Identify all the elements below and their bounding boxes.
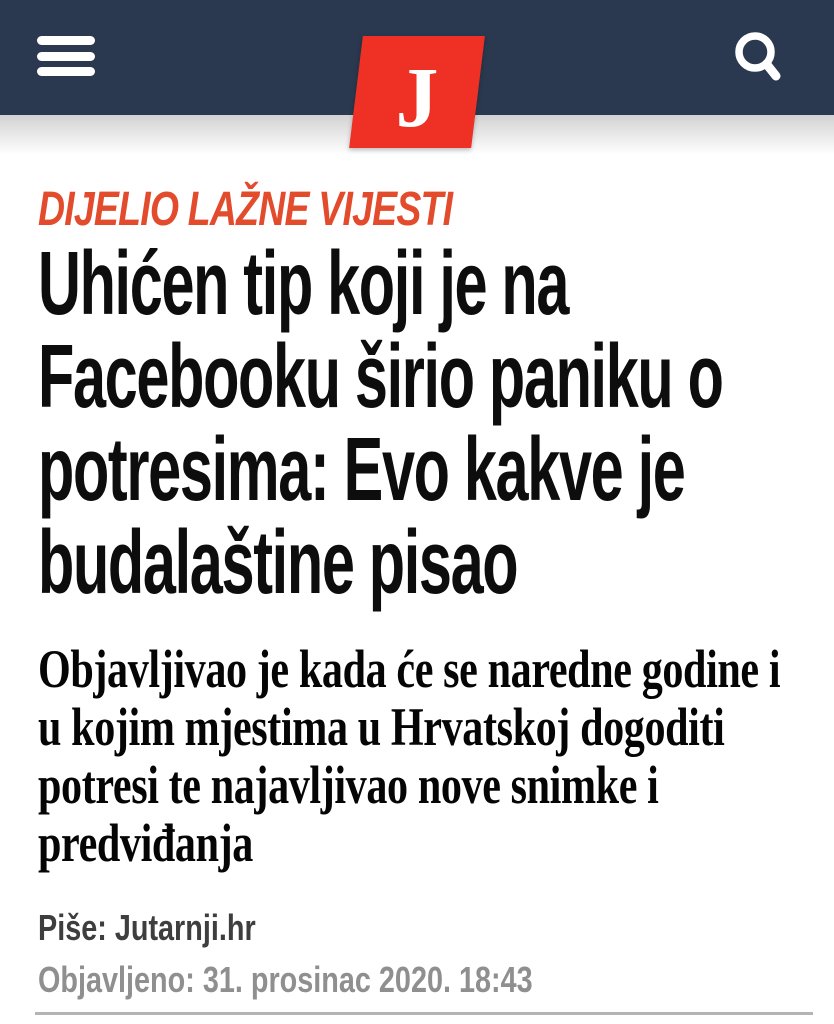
logo-letter: J bbox=[395, 49, 439, 145]
headline-line: potresima: Evo kakve je bbox=[38, 420, 685, 520]
headline-line: budalaštine pisao bbox=[38, 513, 518, 613]
subheadline-line: potresi te najavljivao nove snimke i bbox=[38, 755, 659, 815]
article-kicker[interactable]: DIJELIO LAŽNE VIJESTI bbox=[38, 183, 453, 236]
headline-line: Uhićen tip koji je na bbox=[38, 234, 569, 334]
article-subheadline bbox=[38, 640, 834, 872]
headline-line: Facebooku širio paniku o bbox=[38, 327, 723, 427]
app-header bbox=[0, 0, 834, 145]
hamburger-icon bbox=[37, 52, 95, 61]
divider bbox=[35, 1012, 813, 1015]
hamburger-icon bbox=[37, 36, 95, 45]
subheadline-line: u kojim mjestima u Hrvatskoj dogoditi bbox=[38, 697, 725, 757]
search-button[interactable] bbox=[723, 26, 785, 84]
search-icon bbox=[723, 26, 785, 84]
subheadline-line: Objavljivao je kada će se naredne godine i bbox=[38, 639, 781, 699]
jutarnji-logo[interactable] bbox=[356, 36, 478, 148]
article-byline: Piše: Jutarnji.hr bbox=[38, 907, 256, 948]
article-published-timestamp: Objavljeno: 31. prosinac 2020. 18:43 bbox=[38, 959, 533, 1000]
article-headline bbox=[38, 234, 834, 613]
subheadline-line: predviđanja bbox=[38, 813, 253, 873]
menu-button[interactable] bbox=[37, 30, 95, 82]
hamburger-icon bbox=[37, 67, 95, 76]
